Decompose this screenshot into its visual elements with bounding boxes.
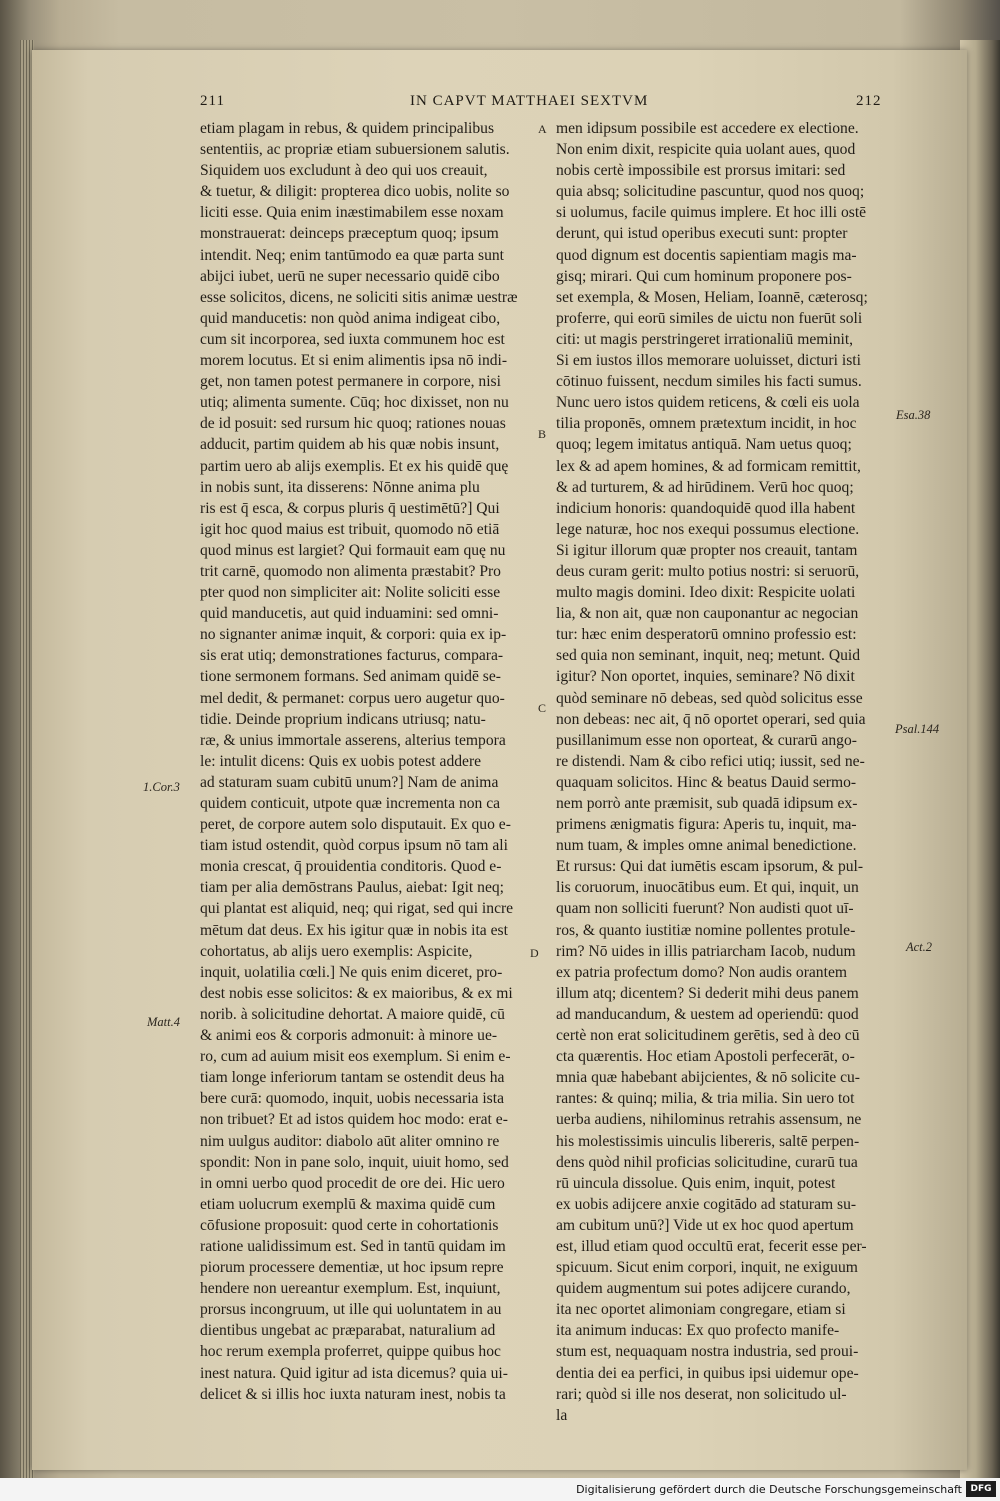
text-line: rari; quòd si ille nos deserat, non solicitudo ul-: [556, 1385, 847, 1403]
text-line: monia crescat, q̄ prouidentia conditoris. Quod e-: [200, 858, 502, 876]
text-line: ad manducandum, & uestem ad operiendū: quod: [556, 1005, 859, 1023]
right-text-column: [556, 118, 896, 1426]
text-line: lege naturæ, hoc nos exequi possumus electione.: [556, 520, 860, 538]
text-line: bere curā: quomodo, inquit, uobis necessaria ista: [200, 1090, 504, 1108]
text-line: utiq; alimenta sumente. Cūq; hoc dixisset, non nu: [200, 394, 509, 412]
text-line: rantes: & quinq; milia, & tria milia. Sin uero tot: [556, 1090, 855, 1108]
text-line: no signanter animæ inquit, & corpori: quia ex ip-: [200, 626, 507, 644]
text-line: etiam plagam in rebus, & quidem principalibus: [200, 120, 495, 137]
text-line: mnia quæ habebant abijcientes, & nō solicite cu-: [556, 1069, 860, 1087]
text-line: quod dignum est docentis sapientiam magis ma-: [556, 246, 857, 264]
margin-note-esa: Esa.38: [896, 408, 931, 422]
text-line: his molestissimis uinculis libereris, saltē perpen-: [556, 1132, 860, 1150]
text-line: ad staturam suam cubitū unum?] Nam de anima: [200, 773, 499, 791]
text-line: intendit. Neq; enim tantūmodo ea quæ parta sunt: [200, 246, 505, 264]
text-line: delicet & si illis hoc iuxta naturam inest, nobis ta: [200, 1385, 506, 1403]
section-mark-b: B: [538, 427, 547, 441]
text-line: nem porrò ante præmisit, sub quadā idipsum ex-: [556, 795, 858, 812]
margin-note-act: Act.2: [906, 940, 933, 954]
text-line: monstrauerat: deinceps præceptum quoq; ipsum: [200, 225, 499, 243]
left-page-number: 211: [200, 93, 225, 109]
text-line: abijci iubet, uerū ne super necessario quidē cibo: [200, 267, 500, 285]
funding-notice: Digitalisierung gefördert durch die Deutsche Forschungsgemeinschaft: [576, 1483, 962, 1496]
text-line: ita nec oportet alimoniam congregare, etiam si: [556, 1301, 846, 1319]
text-line: tiam per alia demōstrans Paulus, aiebat: Igit neq;: [200, 879, 504, 897]
text-line: liciti esse. Quia enim inæstimabilem esse noxam: [200, 204, 504, 222]
text-line: Non enim dixit, respicite quia uolant aues, quod: [556, 141, 856, 159]
text-line: ræ, & unius immortale asserens, alterius tempora: [200, 731, 506, 749]
text-line: qui plantat est aliquid, neq; qui rigat, sed qui incre: [200, 900, 514, 918]
text-line: num tuam, & imples omne animal benedictione.: [556, 837, 857, 855]
text-line: non debeas: nec ait, q̄ nō oportet operari, sed quia: [556, 710, 866, 728]
text-line: nobis certè impossibile est prorsus imitari: sed: [556, 162, 846, 180]
text-line: illum atq; dicentem? Si dederit mihi deus panem: [556, 984, 859, 1002]
section-mark-c: C: [538, 701, 547, 715]
text-line: ros, & quanto iustitiæ nomine pollentes protule-: [556, 921, 856, 939]
text-line: lia, & non ait, quæ non cauponantur ac negocian: [556, 605, 859, 623]
text-line: igit hoc quod maius est tribuit, quomodo nō etiā: [200, 520, 500, 538]
text-line: prorsus incongruum, ut ille qui uoluntatem in au: [200, 1301, 502, 1319]
text-line: adducit, partim quidem ab his quæ nobis insunt,: [200, 436, 500, 454]
text-line: lis coruorum, inuocātibus eum. Et qui, inquit, un: [556, 879, 859, 897]
text-line: tiam istud ostendit, quòd corpus ipsum nō tam ali: [200, 837, 508, 855]
text-line: uerba audiens, nihilominus retrahis assensum, ne: [556, 1111, 862, 1129]
text-line: la: [556, 1406, 568, 1424]
text-line: nim uulgus auditor: diabolo aūt aliter omnino re: [200, 1132, 500, 1150]
text-line: sis erat utiq; demonstrationes facturus, compara-: [200, 647, 504, 665]
text-line: inest natura. Quid igitur ad ista dicemus? quia ui-: [200, 1364, 508, 1382]
text-line: Si em iustos illos memorare uoluisset, dicturi isti: [556, 352, 861, 370]
text-line: quoq; legem imitatus antiquā. Nam uetus quoq;: [556, 436, 852, 454]
section-mark-a: A: [538, 122, 547, 136]
text-line: & animi eos & corporis admonuit: à minore ue-: [200, 1027, 498, 1045]
text-line: Siquidem uos excludunt à deo qui uos creauit,: [200, 162, 488, 180]
text-line: quidem augmentum sui potes adijcere curando,: [556, 1280, 851, 1298]
text-line: trit carnē, quomodo non alimenta præstabit? Pro: [200, 562, 501, 580]
text-line: derunt, qui istud operibus executi sunt: propter: [556, 225, 848, 243]
text-line: cta quærentis. Hoc etiam Apostoli perfecerāt, o-: [556, 1048, 855, 1066]
text-line: cōtinuo fuissent, necdum similes his facti sumus.: [556, 373, 862, 391]
text-line: tione sermonem formans. Sed animam quidē se-: [200, 668, 501, 686]
text-line: piorum processere dementiæ, ut hoc ipsum repre: [200, 1259, 504, 1277]
text-line: quid manducetis: non quòd anima indigeat cibo,: [200, 309, 501, 327]
text-line: etiam uolucrum exemplū & maxima quidē cum: [200, 1195, 496, 1213]
text-line: peret, de corpore autem solo disputauit. Ex quo e-: [200, 816, 511, 834]
text-line: rū uincula dissolue. Quis enim, inquit, potest: [556, 1174, 836, 1192]
text-line: rim? Nō uides in illis patriarcham Iacob, nudum: [556, 942, 856, 960]
text-line: stum est, nequaquam nostra industria, sed proui-: [556, 1343, 859, 1361]
text-line: pter quod non simpliciter ait: Nolite soliciti esse: [200, 584, 501, 602]
text-line: gisq; mirari. Qui cum hominum proponere pos-: [556, 267, 852, 285]
text-line: inquit, uolatilia cœli.] Ne quis enim diceret, pro-: [200, 963, 503, 981]
text-line: quòd seminare nō debeas, sed quòd solicitus esse: [556, 689, 863, 707]
text-line: indicium honoris: quandoquidē quod illa habent: [556, 499, 856, 517]
text-line: hendere non uereantur exemplum. Est, inquiunt,: [200, 1280, 501, 1298]
text-line: dientibus ungebat ac præparabat, naturalium ad: [200, 1322, 496, 1340]
text-line: & ad turturem, & ad hirūdinem. Verū hoc quoq;: [556, 478, 854, 496]
text-line: cōfusione proposuit: quod certe in cohortationis: [200, 1216, 499, 1234]
text-line: Nunc uero istos quidem reticens, & cœli eis uola: [556, 394, 860, 412]
text-line: re distendi. Nam & cibo refici utiq; iussit, sed ne-: [556, 752, 865, 770]
text-line: tilia proponēs, omnem prætextum incidit, in hoc: [556, 415, 857, 433]
text-line: set exempla, & Mosen, Heliam, Ioannē, cæterosq;: [556, 288, 868, 306]
text-line: partim uero ab alijs exemplis. Et ex his quidē quę: [200, 457, 509, 475]
text-line: quod minus est largiet? Qui formauit eam quę nu: [200, 541, 506, 559]
text-line: cum sit incorporea, sed iuxta communem hoc est: [200, 330, 505, 348]
text-line: mētum dat deus. Ex his igitur quæ in nobis ita est: [200, 921, 508, 939]
text-line: proferre, qui eorū similes de uictu non fuerūt soli: [556, 309, 863, 327]
text-line: lex & ad apem homines, & ad formicam remittit,: [556, 457, 861, 475]
margin-note-cor: 1.Cor.3: [143, 780, 180, 794]
running-title: IN CAPVT MATTHAEI SEXTVM: [410, 93, 649, 109]
text-line: mel dedit, & permanet: corpus uero augetur quo-: [200, 689, 505, 707]
text-line: ro, cum ad auium misit eos exemplum. Si enim e-: [200, 1048, 511, 1066]
text-line: certè non erat solicitudinem gerētis, sed à deo cū: [556, 1027, 860, 1045]
text-line: sententiis, ac propriæ etiam subuersionem salutis.: [200, 141, 510, 159]
text-line: & tuetur, & diligit: propterea dico uobis, nolite so: [200, 183, 510, 201]
margin-note-matt: Matt.4: [147, 1015, 180, 1029]
text-line: dens quòd nihil proficias solicitudine, curarū tua: [556, 1153, 858, 1171]
text-line: hoc rerum exempla proferret, quippe quibus hoc: [200, 1343, 501, 1361]
text-line: cohortatus, ab alijs uero exemplis: Aspicite,: [200, 942, 473, 960]
text-line: de id posuit: sed rursum hic quoq; rationes nouas: [200, 415, 506, 433]
text-line: igitur? Non oportet, inquies, seminare? Nō dixit: [556, 668, 855, 686]
text-line: dentia dei ea perfici, in quibus ipsi uidemur ope-: [556, 1364, 859, 1382]
left-text-column: [200, 118, 530, 1405]
text-line: ita animum inducas: Ex quo profecto manife-: [556, 1322, 840, 1340]
text-line: ex patria profectum domo? Non audis orantem: [556, 963, 847, 981]
text-line: pusillanimum esse non oporteat, & curarū ango-: [556, 731, 857, 749]
text-line: get, non tamen potest permanere in corpore, nisi: [200, 373, 501, 391]
text-line: spicuum. Sicut enim corpori, inquit, ne exiguum: [556, 1259, 858, 1277]
text-line: quid manducetis, aut quid induamini: sed omni-: [200, 605, 499, 623]
text-line: norib. à solicitudine dehortat. A maiore quidē, cū: [200, 1005, 505, 1023]
text-line: si uolumus, facile quimus implere. Et hoc illi ostē: [556, 204, 867, 222]
text-line: morem locutus. Et si enim alimentis ipsa nō indi-: [200, 352, 508, 370]
text-line: deus curam gerit: multo potius nostri: si seruorū,: [556, 562, 860, 580]
text-line: quaquam solicitos. Hinc & beatus Dauid sermo-: [556, 773, 857, 791]
text-line: in omni uerbo quod procedit de ore dei. Hic uero: [200, 1174, 505, 1192]
text-line: non tribuet? Et ad istos quidem hoc modo: erat e-: [200, 1111, 508, 1129]
text-line: quidem conticuit, utpote quæ incrementa non ca: [200, 795, 501, 812]
text-line: primens ænigmatis figura: Aperis tu, inquit, ma-: [556, 816, 857, 834]
text-line: men idipsum possibile est accedere ex electione.: [556, 120, 859, 137]
text-line: quam non solliciti fuerunt? Non audisti quot uī-: [556, 900, 854, 918]
text-line: multo magis domini. Ideo dixit: Respicite uolati: [556, 584, 856, 602]
text-line: am cubitum unū?] Vide ut ex hoc quod apertum: [556, 1216, 854, 1234]
text-line: Et rursus: Qui dat iumētis escam ipsorum, & pul-: [556, 858, 864, 876]
text-line: ex uobis adijcere anxie cogitādo ad staturam su-: [556, 1195, 857, 1213]
text-line: Si igitur illorum quæ propter nos creauit, tantam: [556, 541, 858, 559]
text-line: quia absq; solicitudine pascuntur, quod nos quoq;: [556, 183, 865, 201]
text-line: spondit: Non in pane solo, inquit, uiuit homo, sed: [200, 1153, 509, 1171]
text-line: ratione ualidissimum est. Sed in tantū quidam im: [200, 1237, 506, 1255]
section-mark-d: D: [530, 946, 539, 960]
text-line: sed quia non seminant, inquit, neq; metunt. Quid: [556, 647, 861, 665]
text-line: esse solicitos, dicens, ne soliciti sitis animæ uestræ: [200, 288, 518, 306]
dfg-logo: DFG: [966, 1481, 996, 1497]
text-line: tur: hæc enim desperatorū omnino professio est:: [556, 626, 857, 644]
right-page-number: 212: [856, 93, 882, 109]
text-line: tidie. Deinde proprium indicans utriusq; natu-: [200, 710, 486, 728]
margin-note-psal: Psal.144: [895, 722, 940, 736]
text-line: dest nobis esse solicitos: & ex maioribus, & ex mi: [200, 984, 513, 1002]
text-line: le: intulit dicens: Quis ex uobis potest addere: [200, 752, 482, 770]
text-line: tiam longe inferiorum tantam se ostendit deus ha: [200, 1069, 505, 1087]
text-line: ris est q̄ esca, & corpus pluris q̄ uestimētū?] Qui: [200, 499, 500, 517]
text-line: in nobis sunt, ita disserens: Nōnne anima plu: [200, 478, 480, 496]
text-line: citi: ut magis perstringeret irrationaliū meminit,: [556, 330, 854, 348]
text-line: est, illud etiam quod occultū erat, fecerit esse per-: [556, 1237, 867, 1255]
